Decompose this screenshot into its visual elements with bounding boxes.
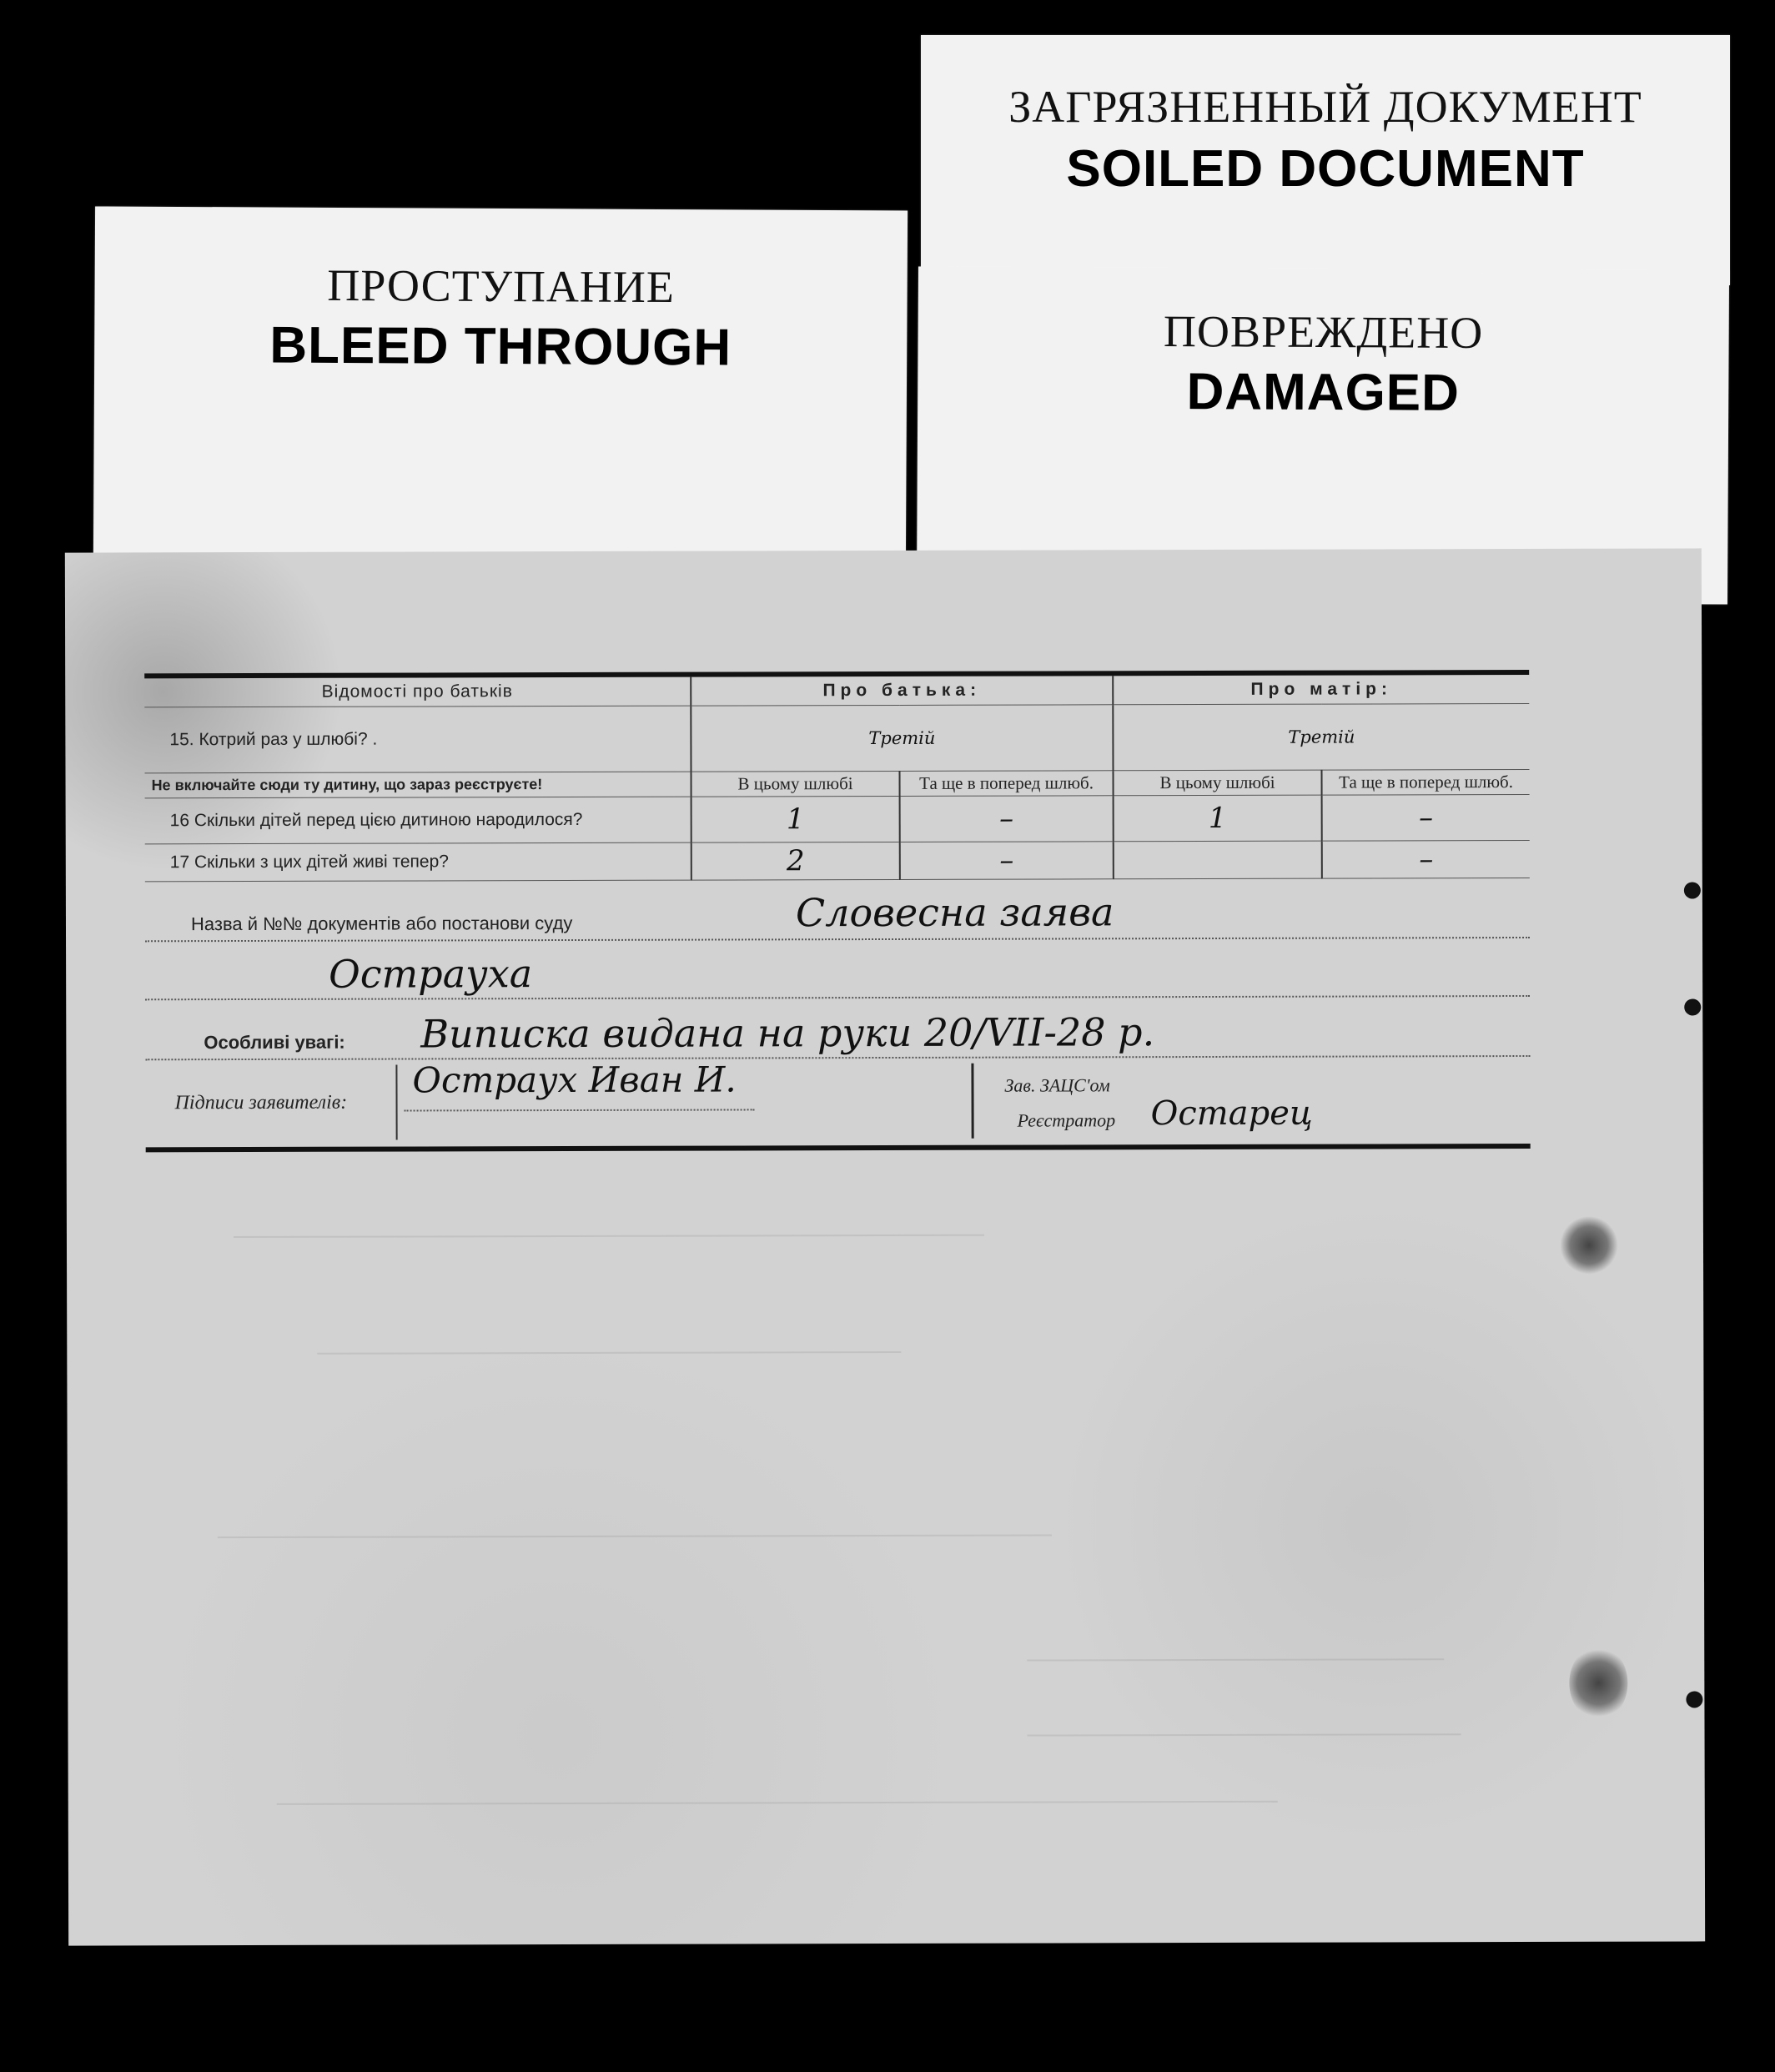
q17-mother-prev: –: [1322, 840, 1530, 878]
damage-stain: [1569, 1646, 1627, 1721]
registrar-label: Реєстратор: [1017, 1109, 1116, 1131]
documents-label: Назва й №№ документів або постанови суду: [190, 912, 573, 935]
signers-line: [405, 1109, 755, 1111]
sub-mother-prev: Та ще в поперед шлюб.: [1322, 769, 1530, 795]
official-divider: [971, 1064, 973, 1139]
table-row: [145, 769, 1530, 797]
remarks-label: Особливі увагі:: [204, 1031, 345, 1054]
header-mother: Про матір:: [1113, 675, 1529, 705]
documents-line-2: [145, 938, 1530, 1000]
remarks-handwriting: Виписка видана на руки 20/VII-28 р.: [420, 1009, 1155, 1057]
q16-mother-prev: –: [1322, 794, 1530, 841]
punch-hole: [1684, 998, 1701, 1015]
q16-label: 16 Скільки дітей перед цією дитиною народилося?: [145, 797, 691, 844]
exclude-note: Не включайте сюди ту дитину, що зараз реєструєте!: [145, 772, 691, 798]
documents-handwriting: Словесна заява: [795, 889, 1114, 936]
q16-father-this: 1: [691, 796, 900, 842]
header-father: Про батька:: [691, 676, 1113, 706]
table-row: [144, 703, 1529, 772]
parents-form: [144, 670, 1530, 1152]
sub-father-this: В цьому шлюбі: [691, 771, 900, 797]
q15-father-value: Третій: [691, 705, 1113, 772]
signers-divider: [395, 1065, 397, 1140]
soiled-document-card: [921, 35, 1730, 285]
soiled-document-ru: ЗАГРЯЗНЕННЫЙ ДОКУМЕНТ: [1008, 82, 1642, 132]
bleed-through-en: BLEED THROUGH: [269, 316, 732, 377]
punch-hole: [1684, 882, 1701, 898]
signers-handwriting: Остраух Иван И.: [412, 1059, 737, 1101]
parents-table: [144, 675, 1530, 882]
damaged-en: DAMAGED: [1186, 363, 1461, 422]
remarks-line: [145, 997, 1530, 1060]
bleed-through-card: [93, 206, 908, 561]
q17-father-prev: –: [900, 842, 1114, 880]
registrar-signature: Остарец: [1150, 1094, 1313, 1134]
q17-label: 17 Скільки з цих дітей живі тепер?: [145, 842, 691, 882]
documents-handwriting-2: Острауха: [329, 951, 533, 997]
bleed-through-ru: ПРОСТУПАНИЕ: [327, 259, 676, 313]
q17-father-this: 2: [691, 842, 900, 880]
head-label: Зав. ЗАЦС'ом: [1004, 1074, 1110, 1096]
q16-father-prev: –: [900, 796, 1114, 842]
registry-document: [65, 548, 1705, 1945]
q16-mother-this: 1: [1114, 795, 1322, 842]
damage-stain: [1560, 1216, 1618, 1275]
signatures-area: [145, 1057, 1530, 1147]
soiled-document-en: SOILED DOCUMENT: [1066, 140, 1585, 198]
sub-father-prev: Та ще в поперед шлюб.: [900, 771, 1114, 797]
signers-label: Підписи заявителів:: [174, 1091, 348, 1114]
q15-label: 15. Котрий раз у шлюбі? .: [144, 706, 691, 773]
table-row: [145, 794, 1530, 843]
q17-mother-this: [1114, 841, 1322, 879]
damaged-ru: ПОВРЕЖДЕНО: [1163, 305, 1484, 359]
table-header-row: [144, 675, 1529, 707]
sub-mother-this: В цьому шлюбі: [1114, 770, 1322, 796]
documents-line: [145, 878, 1530, 942]
header-parents: Відомості про батьків: [144, 677, 691, 707]
q15-mother-value: Третій: [1113, 703, 1529, 770]
punch-hole: [1686, 1691, 1702, 1707]
table-row: [145, 840, 1530, 881]
